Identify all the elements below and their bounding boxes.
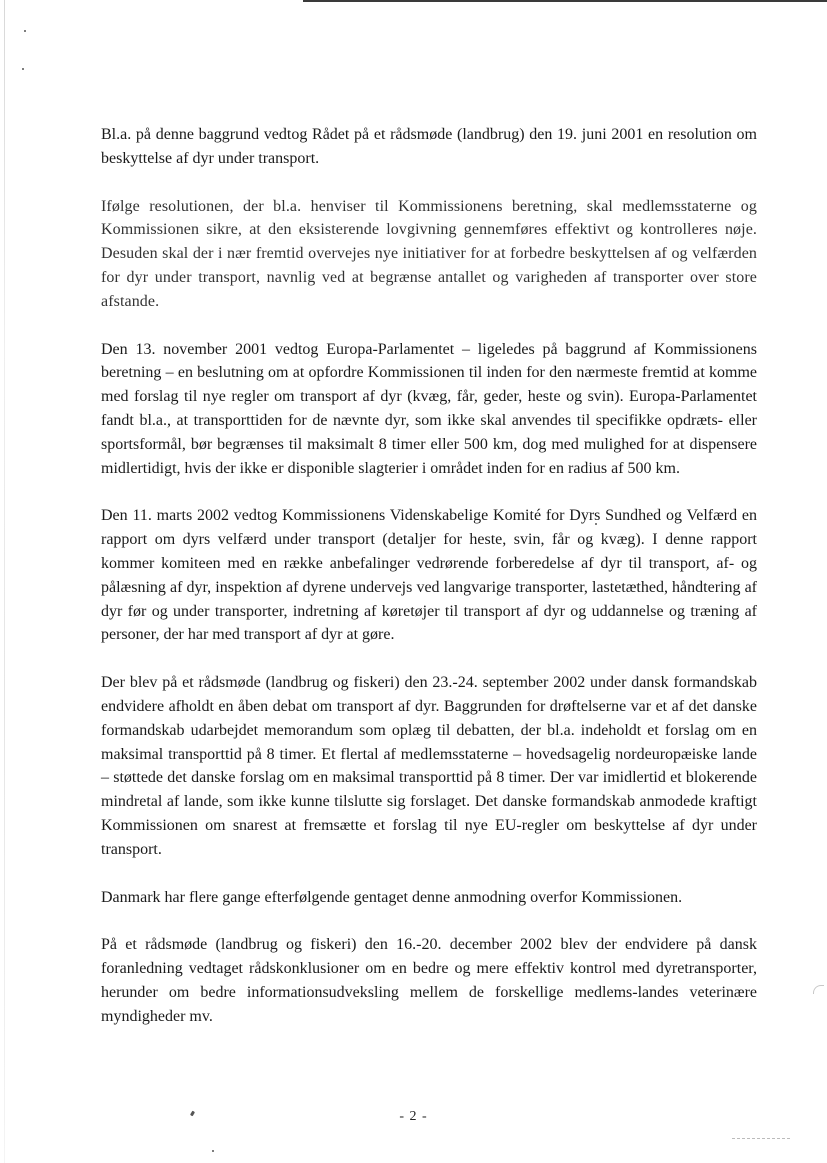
- top-rule: [303, 0, 827, 2]
- scan-speck: [212, 1150, 214, 1152]
- scan-dash-mark: [732, 1138, 790, 1139]
- document-body: [101, 123, 757, 1029]
- scan-edge-line: [4, 0, 5, 1163]
- paragraph-denmark-request: Danmark har flere gange efterfølgende gentaget denne anmodning overfor Kommissionen.: [101, 888, 683, 906]
- scan-edge-mark: [813, 985, 824, 994]
- paragraph-european-parliament: Den 13. november 2001 vedtog Europa-Parlamentet – ligeledes på baggrund af Kommissionens beretning – en beslutning om at opfordre Kommissionen til inden for den nærmeste fremtid at komme med forslag til nye regler om transport af dyr (kvæg, får, geder, heste og svin). Europa-Parlamentet fandt bl.a., at transporttiden for de nævnte dyr, som ikke skal anvendes til specifikke opdræts- eller sportsformål, bør begrænses til maksimalt 8 timer eller 500 km, dog med mulighed for at dispensere midlertidigt, hvis der ikke er disponible slagterier i området inden for en radius af 500 km.: [101, 340, 757, 477]
- paragraph-council-debate: Der blev på et rådsmøde (landbrug og fiskeri) den 23.-24. september 2002 under dansk formandskab endvidere afholdt en åben debat om transport af dyr. Baggrunden for drøftelserne var et af det danske formandskab udarbejdet memorandum som oplæg til debatten, der bl.a. indeholdt et forslag om en maksimal transporttid på 8 timer. Et flertal af medlemsstaterne – hovedsagelig nordeuropæiske lande – støttede det danske forslag om en maksimal transporttid på 8 timer. Der var imidlertid et blokerende mindretal af lande, som ikke kunne tilslutte sig forslaget. Det danske formandskab anmodede kraftigt Kommissionen om snarest at fremsætte et forslag til nye EU-regler om beskyttelse af dyr under transport.: [101, 674, 757, 858]
- scan-speck: [24, 30, 26, 32]
- page-number: - 2 -: [399, 1109, 428, 1124]
- paragraph-scientific-committee: Den 11. marts 2002 vedtog Kommissionens Videnskabelige Komité for Dyrs Sundhed og Velfærd en rapport om dyrs velfærd under transport (detaljer for heste, svin, får og kvæg). I denne rapport kommer komiteen med en række anbefalinger vedrørende forberedelse af dyr til transport, af- og pålæsning af dyr, inspektion af dyrene undervejs ved langvarige transporter, lastetæthed, håndtering af dyr før og under transporter, indretning af køretøjer til transport af dyr og uddannelse og træning af personer, der har med transport af dyr at gøre.: [101, 507, 757, 644]
- scan-speck: [22, 68, 24, 70]
- paragraph-resolution: Bl.a. på denne baggrund vedtog Rådet på et rådsmøde (landbrug) den 19. juni 2001 en resolution om beskyttelse af dyr under transport.: [101, 126, 757, 167]
- paragraph-resolution-details: Ifølge resolutionen, der bl.a. henviser til Kommissionens beretning, skal medlemsstaterne og Kommissionen sikre, at den eksisterende lovgivning gennemføres effektivt og kontrolleres nøje. Desuden skal der i nær fremtid overvejes nye initiativer for at forbedre beskyttelsen af og velfærden for dyr under transport, navnlig ved at begrænse antallet og varigheden af transporter over store afstande.: [101, 197, 757, 310]
- paragraph-council-conclusions: På et rådsmøde (landbrug og fiskeri) den 16.-20. december 2002 blev der endvidere på dansk foranledning vedtaget rådskonklusioner om en bedre og mere effektiv kontrol med dyretransporter, herunder om bedre informationsudveksling mellem de forskellige medlems-landes veterinære myndigheder mv.: [101, 936, 757, 1025]
